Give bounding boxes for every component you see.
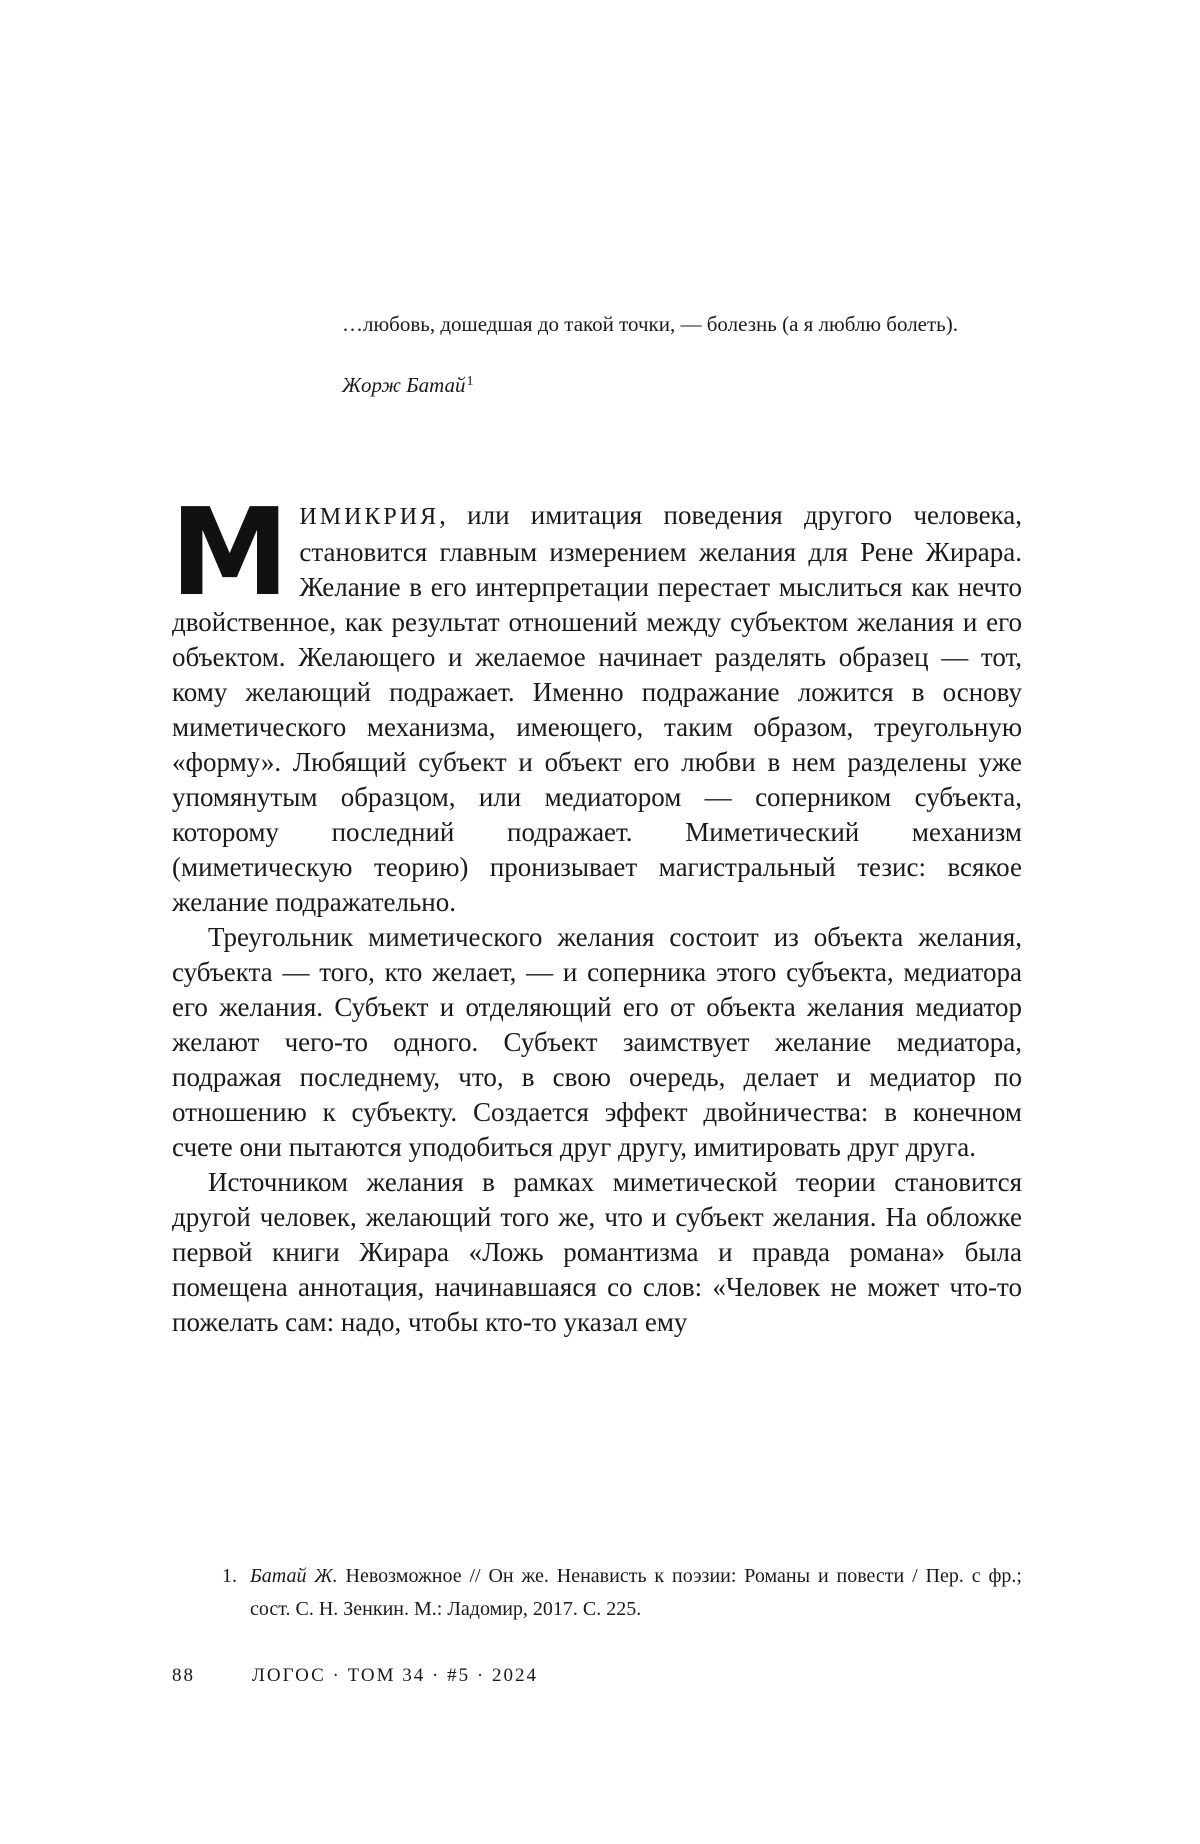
page-number: 88 [172,1665,195,1686]
paragraph-1 [170,484,1022,920]
footnotes [222,1560,1022,1626]
page-footer [172,1665,538,1687]
paragraph-2: Треугольник миметического желания состоит из объекта желания, субъекта — того, кто желает, — и соперника этого субъекта, медиатора его желания. Субъект и отделяющий его от объекта желания медиатор желают чего-то одного. Субъект заимствует желание медиатора, подражая последнему, что, в свою очередь, делает и медиатор по отношению к субъекту. Создается эффект двойничества: в конечном счете они пытаются уподобиться друг другу, имитировать друг друга. [172,922,1022,1162]
epigraph-author: Жорж Батай [342,373,466,397]
drop-cap: М [170,484,290,623]
main-text [170,484,1022,1340]
epigraph [342,308,1002,402]
footnote-reference[interactable]: 1 [466,374,474,389]
footnote-author: Батай Ж. [250,1565,338,1587]
footnote [222,1560,1022,1626]
paragraph-3: Источником желания в рамках миметической теории становится другой человек, желающий того же, что и субъект желания. На обложке первой книги Жирара «Ложь романтизма и правда романа» была помещена аннотация, начинавшаяся со слов: «Человек не может что-то пожелать сам: надо, чтобы кто-то указал ему [172,1167,1022,1337]
epigraph-text: …любовь, дошедшая до такой точки, — болезнь (а я люблю болеть). [342,312,959,336]
epigraph-author-line [342,369,1002,402]
paragraph-1-text: , или имитация поведения другого человека, становится главным измерением желания для Рене Жирара. Желание в его интерпретации перестает мыслиться как нечто двойственное, как результат отношений между субъектом желания и его объектом. Желающего и желаемое начинает разделять образец — тот, кому желающий подражает. Именно подражание ложится в основу миметического механизма, имеющего, таким образом, треугольную «форму». Любящий субъект и объект его любви в нем разделены уже упомянутым образцом, или медиатором — соперником субъекта, которому последний подражает. Миметический механизм (миметическую теорию) пронизывает магистральный тезис: всякое желание подражательно. [172,500,1022,917]
footnote-number: 1. [222,1565,237,1587]
footnote-text: Невозможное // Он же. Ненависть к поэзии: Романы и повести / Пер. с фр.; сост. С. Н. Зенкин. М.: Ладомир, 2017. С. 225. [250,1565,1022,1620]
journal-running-head: ЛОГОС · ТОМ 34 · #5 · 2024 [252,1665,538,1686]
lead-smallcaps: ИМИКРИЯ [299,504,440,530]
